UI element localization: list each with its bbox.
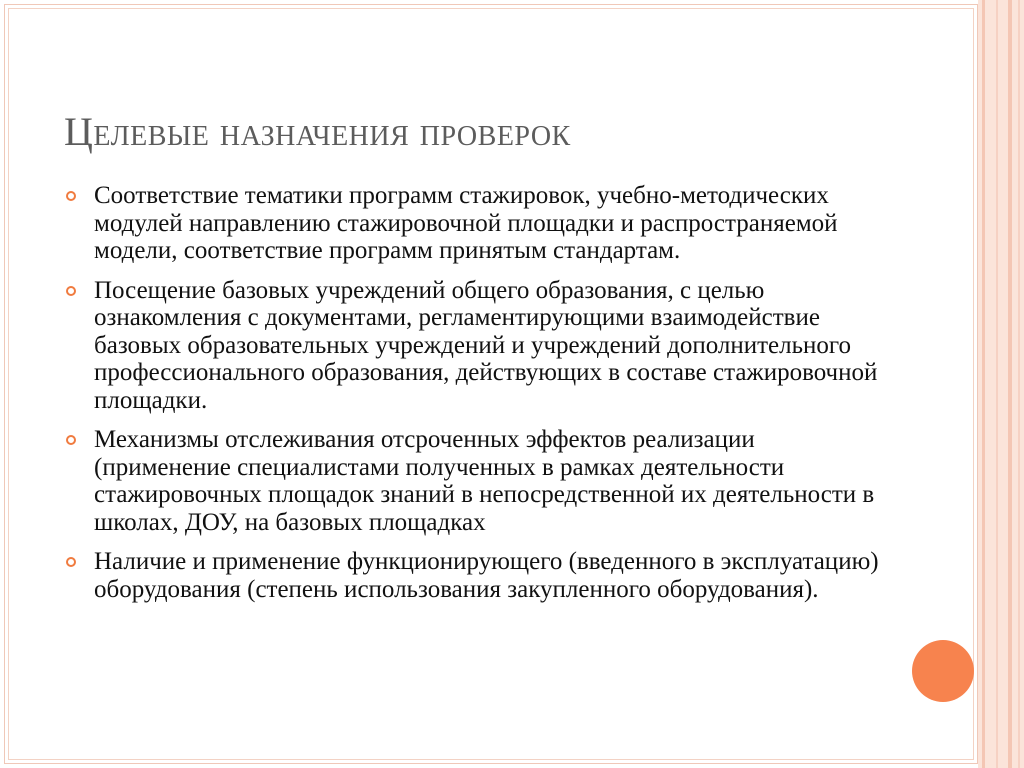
bullet-item xyxy=(62,182,882,265)
decorative-side-band xyxy=(978,0,1024,768)
bullet-text: Механизмы отслеживания отсроченных эффектов реализации (применение специалистами полученных в рамках деятельности стажировочных площадок знаний в непосредственной их деятельности в школах, ДОУ, на базовых площадках xyxy=(94,426,875,536)
band-stripe xyxy=(1018,0,1020,768)
band-stripe xyxy=(996,0,998,768)
bullet-ring-icon xyxy=(66,557,76,567)
bullet-text: Наличие и применение функционирующего (введенного в эксплуатацию) оборудования (степень использования закупленного оборудования). xyxy=(94,548,879,603)
bullet-list xyxy=(62,182,882,615)
bullet-ring-icon xyxy=(66,435,76,445)
bullet-ring-icon xyxy=(66,286,76,296)
decorative-circle xyxy=(912,640,974,702)
bullet-text: Соответствие тематики программ стажировок, учебно-методических модулей направлению стажировочной площадки и распространяемой модели, соответствие программ принятым стандартам. xyxy=(94,182,838,264)
bullet-item xyxy=(62,548,882,603)
band-stripe xyxy=(1008,0,1012,768)
slide-title: Целевые назначения проверок xyxy=(64,109,571,154)
band-stripe xyxy=(982,0,985,768)
bullet-item xyxy=(62,277,882,415)
bullet-text: Посещение базовых учреждений общего образования, с целью ознакомления с документами, регламентирующими взаимодействие базовых образовательных учреждений и учреждений дополнительного профессионального образования, действующих в составе стажировочной площадки. xyxy=(94,276,878,414)
bullet-item xyxy=(62,426,882,536)
bullet-ring-icon xyxy=(66,191,76,201)
